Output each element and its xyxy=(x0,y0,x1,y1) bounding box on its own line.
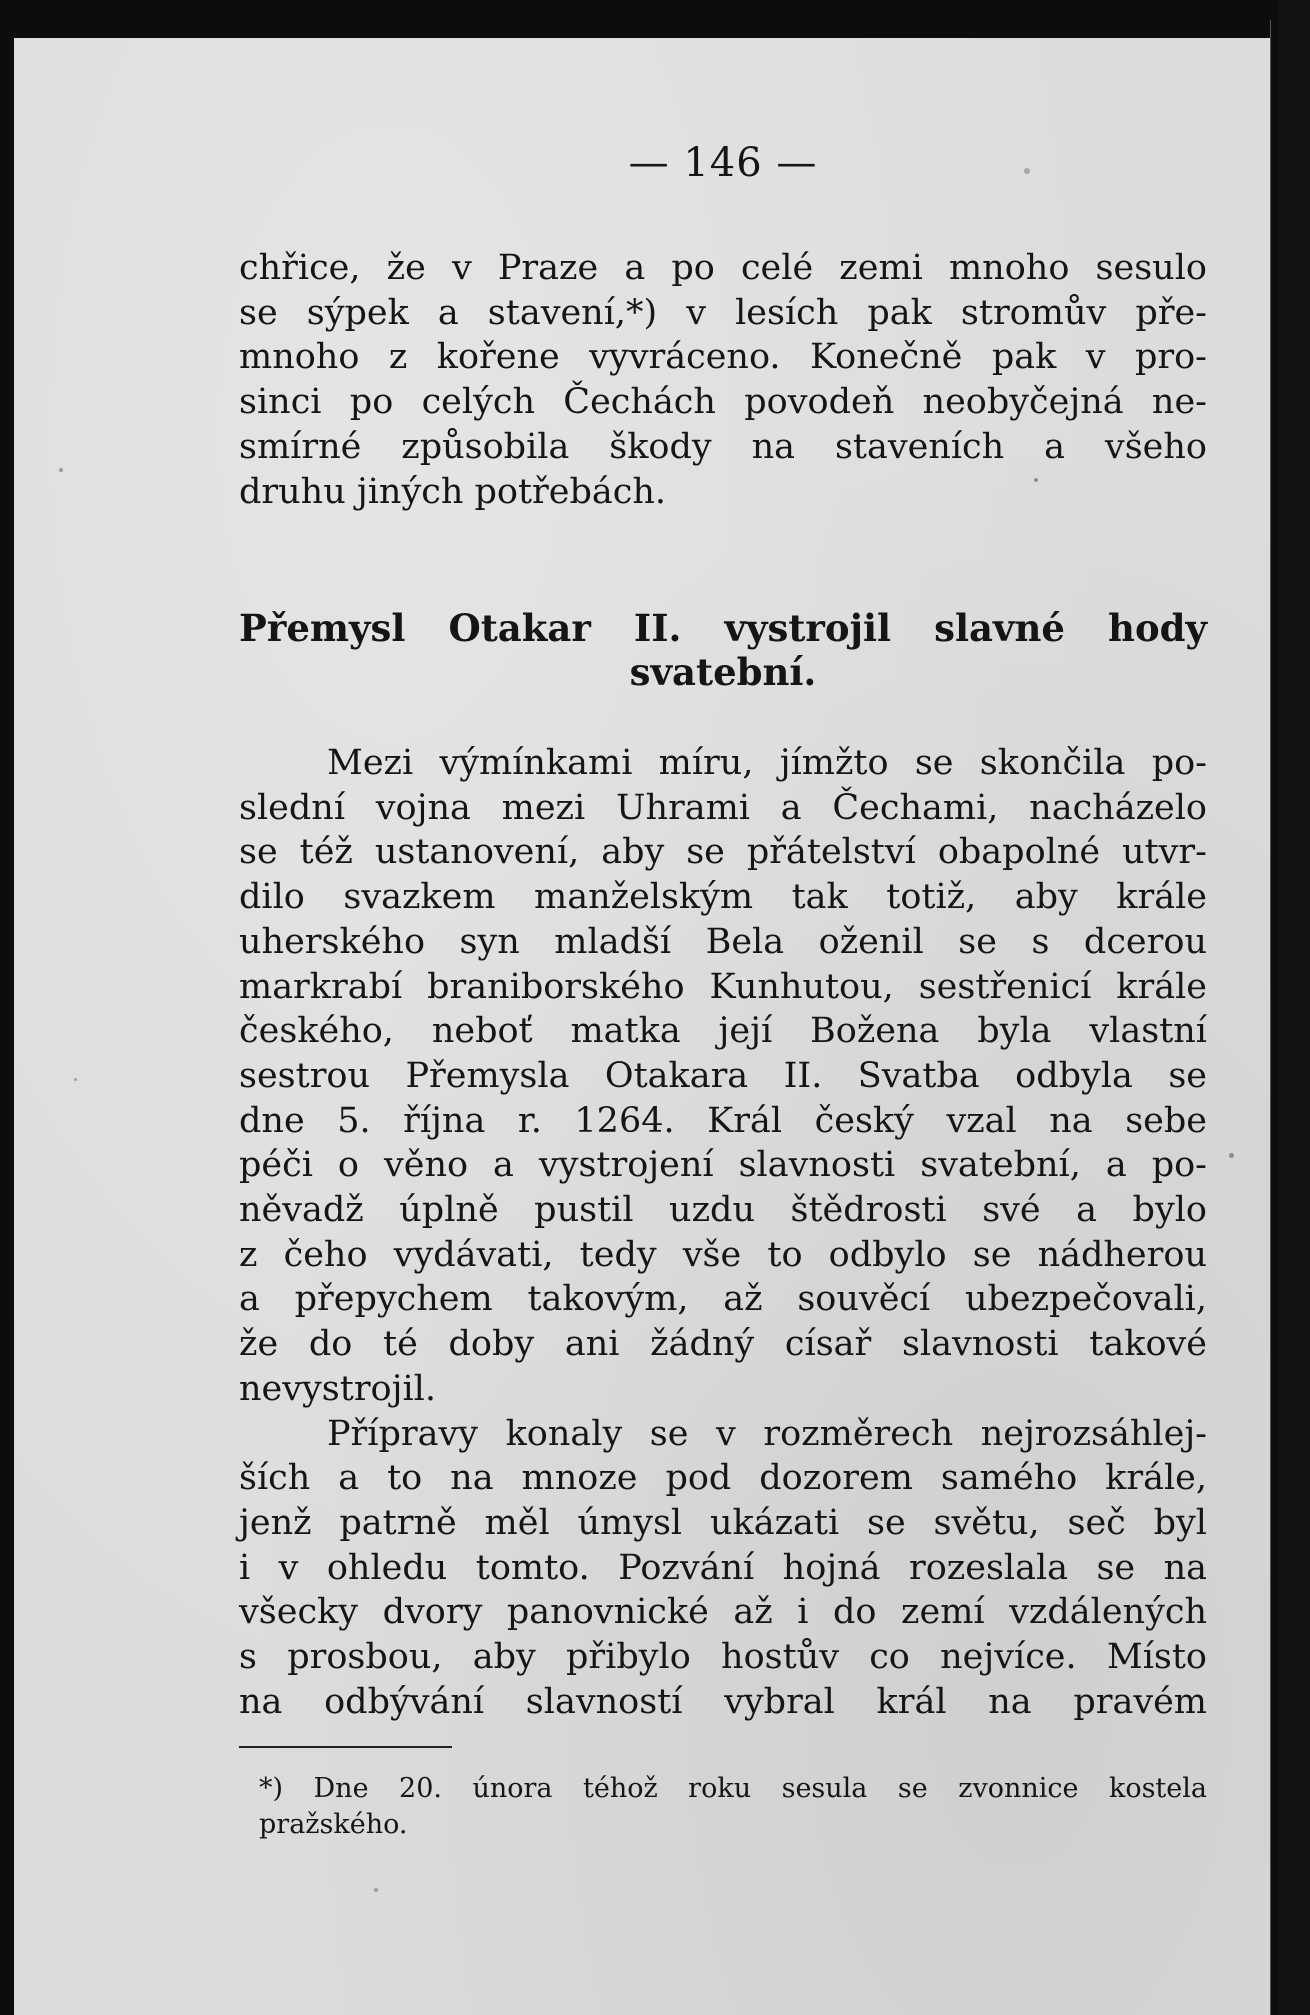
text-line: s prosbou, aby přibylo hostův co nejvíce. Místo xyxy=(239,1637,1207,1678)
text-line: markrabí braniborského Kunhutou, sestřenicí krále xyxy=(239,966,1207,1007)
text-line: chřice, že v Praze a po celé zemi mnoho sesulo xyxy=(239,248,1207,288)
page-number: — 146 — xyxy=(628,140,818,186)
text-line: nevystrojil. xyxy=(239,1368,436,1409)
page-edge-line xyxy=(1270,20,1271,2015)
text-line: se sýpek a stavení,*) v lesích pak stromův pře- xyxy=(239,292,1207,333)
text-line: druhu jiných potřebách. xyxy=(239,471,667,512)
section-heading xyxy=(239,606,1207,694)
text-line: dilo svazkem manželským tak totiž, aby krále xyxy=(239,877,1207,918)
text-line: že do té doby ani žádný císař slavnosti takové xyxy=(239,1324,1207,1365)
text-line: něvadž úplně pustil uzdu štědrosti své a bylo xyxy=(239,1190,1207,1231)
footnote xyxy=(259,1771,1207,1843)
text-line: se též ustanovení, aby se přátelství obapolné utvr- xyxy=(239,832,1207,873)
text-line: sestrou Přemysla Otakara II. Svatba odbyla se xyxy=(239,1055,1207,1096)
paper-speck xyxy=(59,468,63,472)
text-line: Přípravy konaly se v rozměrech nejrozsáhlej- xyxy=(327,1413,1207,1454)
text-line: z čeho vydávati, tedy vše to odbylo se nádherou xyxy=(239,1234,1207,1275)
scan-border xyxy=(1278,0,1310,2015)
text-line: jenž patrně měl úmysl ukázati se světu, seč byl xyxy=(239,1502,1207,1543)
text-line: na odbývání slavností vybral král na pravém xyxy=(239,1681,1207,1722)
paper-speck xyxy=(1229,1153,1234,1158)
text-line: všecky dvory panovnické až i do zemí vzdálených xyxy=(239,1592,1207,1633)
footnote-line: pražského. xyxy=(259,1809,408,1840)
paragraph-2 xyxy=(239,741,1207,1724)
text-line: uherského syn mladší Bela oženil se s dcerou xyxy=(239,921,1207,962)
text-line: a přepychem takovým, až souvěcí ubezpečovali, xyxy=(239,1279,1207,1320)
text-line: i v ohledu tomto. Pozvání hojná rozeslala se na xyxy=(239,1547,1207,1588)
text-line: ších a to na mnoze pod dozorem samého krále, xyxy=(239,1458,1207,1499)
paragraph-1 xyxy=(239,246,1207,514)
text-line: péči o věno a vystrojení slavnosti svatební, a po- xyxy=(239,1145,1207,1186)
footnote-line: *) Dne 20. února téhož roku sesula se zvonnice kostela xyxy=(259,1773,1207,1804)
text-line: smírné způsobila škody na staveních a všeho xyxy=(239,426,1207,467)
book-page xyxy=(14,38,1270,2015)
heading-line-2: svatební. xyxy=(629,650,817,694)
text-line: Mezi výmínkami míru, jímžto se skončila po- xyxy=(327,743,1207,783)
text-line: slední vojna mezi Uhrami a Čechami, nacházelo xyxy=(239,787,1207,828)
footnote-divider xyxy=(239,1746,452,1748)
text-line: českého, neboť matka její Božena byla vlastní xyxy=(239,1011,1207,1052)
paper-speck xyxy=(74,1078,77,1081)
heading-line-1: Přemysl Otakar II. vystrojil slavné hody xyxy=(239,606,1207,650)
paper-speck xyxy=(1024,168,1030,174)
paper-speck xyxy=(374,1888,378,1892)
paper-speck xyxy=(1034,478,1038,482)
text-line: sinci po celých Čechách povodeň neobyčejná ne- xyxy=(239,382,1207,423)
text-line: mnoho z kořene vyvráceno. Konečně pak v pro- xyxy=(239,337,1207,378)
text-line: dne 5. října r. 1264. Král český vzal na sebe xyxy=(239,1100,1207,1141)
